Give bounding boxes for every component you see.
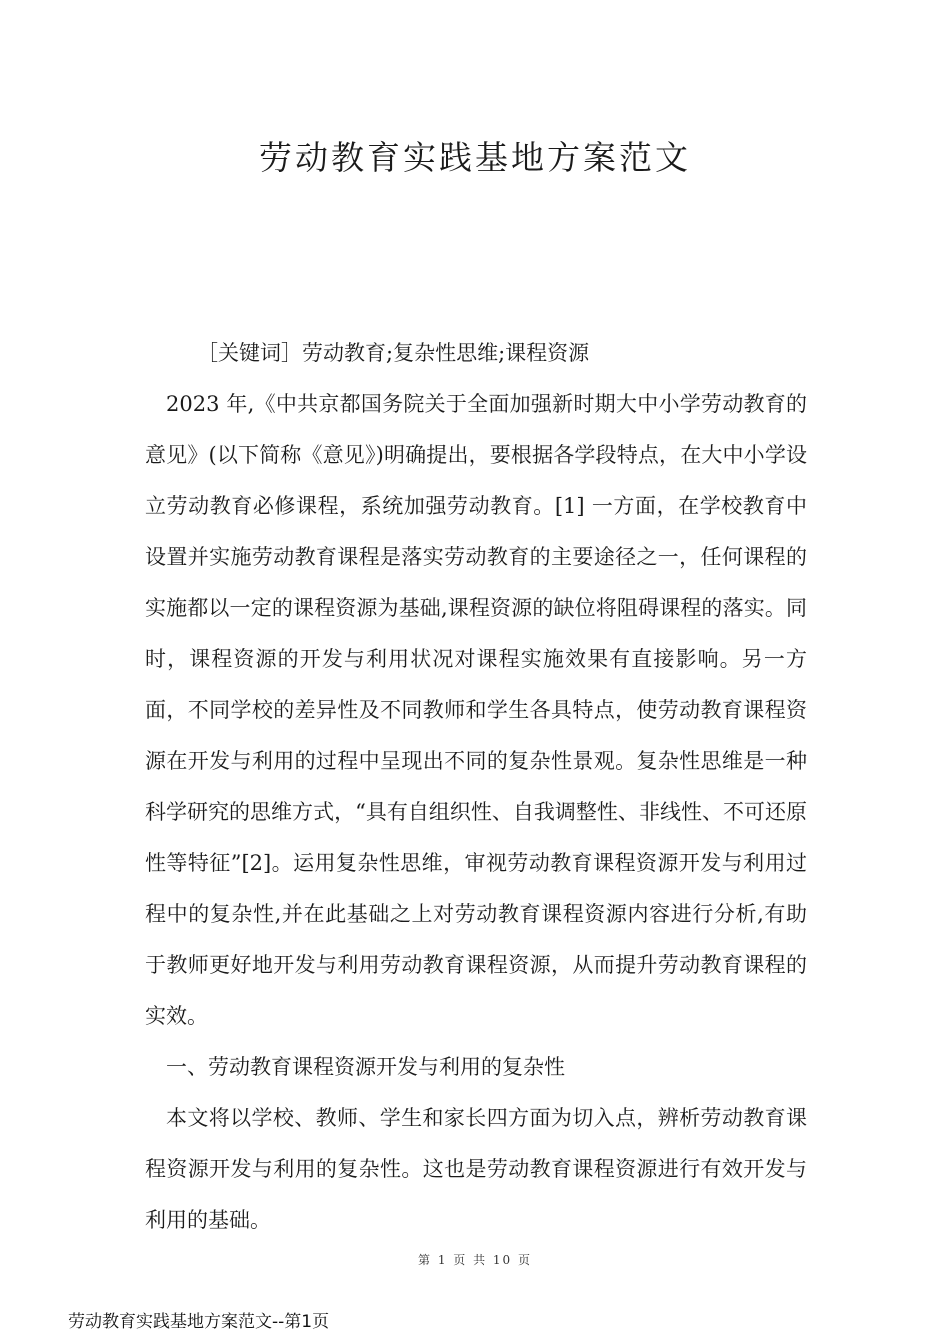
document-body	[145, 328, 807, 1246]
page-indicator: 第 1 页 共 10 页	[418, 1253, 532, 1267]
document-title: 劳动教育实践基地方案范文	[259, 138, 691, 177]
paragraph: 2023 年,《中共京都国务院关于全面加强新时期大中小学劳动教育的意见》(以下简称《意见》)明确提出，要根据各学段特点，在大中小学设立劳动教育必修课程，系统加强劳动教育。[1] 一方面，在学校教育中设置并实施劳动教育课程是落实劳动教育的主要途径之一，任何课程的实施都以一定的课程资源为基础,课程资源的缺位将阻碍课程的落实。同时，课程资源的开发与利用状况对课程实施效果有直接影响。另一方面，不同学校的差异性及不同教师和学生各具特点，使劳动教育课程资源在开发与利用的过程中呈现出不同的复杂性景观。复杂性思维是一种科学研究的思维方式，“具有自组织性、自我调整性、非线性、不可还原性等特征”[2]。运用复杂性思维，审视劳动教育课程资源开发与利用过程中的复杂性,并在此基础之上对劳动教育课程资源内容进行分析,有助于教师更好地开发与利用劳动教育课程资源，从而提升劳动教育课程的实效。	[145, 392, 807, 1028]
paragraph: 本文将以学校、教师、学生和家长四方面为切入点，辨析劳动教育课程资源开发与利用的复杂性。这也是劳动教育课程资源进行有效开发与利用的基础。	[145, 1106, 807, 1232]
section-heading: 一、劳动教育课程资源开发与利用的复杂性	[166, 1055, 565, 1079]
keywords-line: ［关键词］劳动教育;复杂性思维;课程资源	[197, 341, 590, 365]
footer-caption: 劳动教育实践基地方案范文--第1页	[68, 1312, 330, 1332]
